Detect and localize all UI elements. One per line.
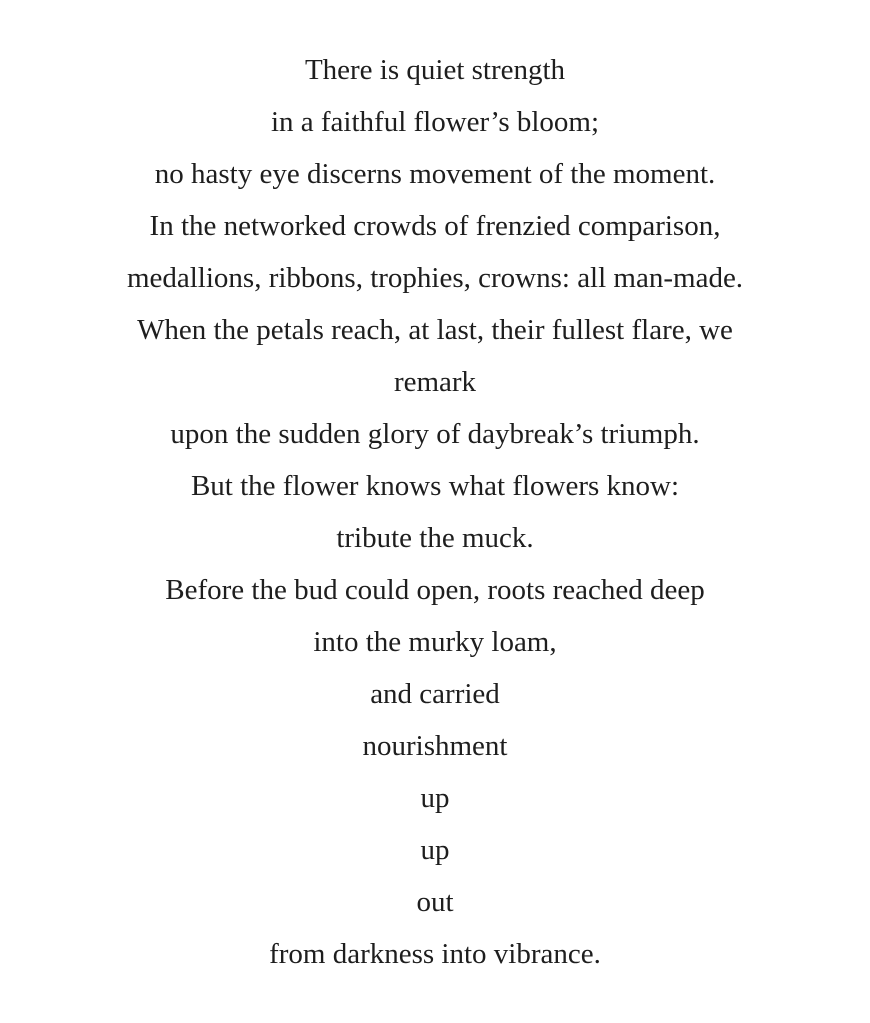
poem-line: from darkness into vibrance. [269,938,601,970]
poem-line: medallions, ribbons, trophies, crowns: all man-made. [126,262,744,294]
poem-line: upon the sudden glory of daybreak’s triumph. [170,418,700,450]
poem-line: in a faithful flower’s bloom; [270,106,600,138]
poem-line: into the murky loam, [313,626,557,658]
poem-line: out [416,886,454,918]
poem-line: up [420,834,450,866]
poem-line: Before the bud could open, roots reached deep [165,574,705,606]
poem-line: When the petals reach, at last, their fullest flare, we [137,314,733,346]
poem-line: In the networked crowds of frenzied comparison, [149,210,721,242]
poem-text [0,44,870,980]
poem-line: There is quiet strength [304,54,566,86]
poem-line: nourishment [362,730,508,762]
poem-line: remark [393,366,477,398]
poem-line: up [420,782,450,814]
poem-line: tribute the muck. [336,522,534,554]
poem-line: and carried [370,678,500,710]
poem-line: no hasty eye discerns movement of the moment. [154,158,716,190]
poem-line: But the flower knows what flowers know: [190,470,680,502]
